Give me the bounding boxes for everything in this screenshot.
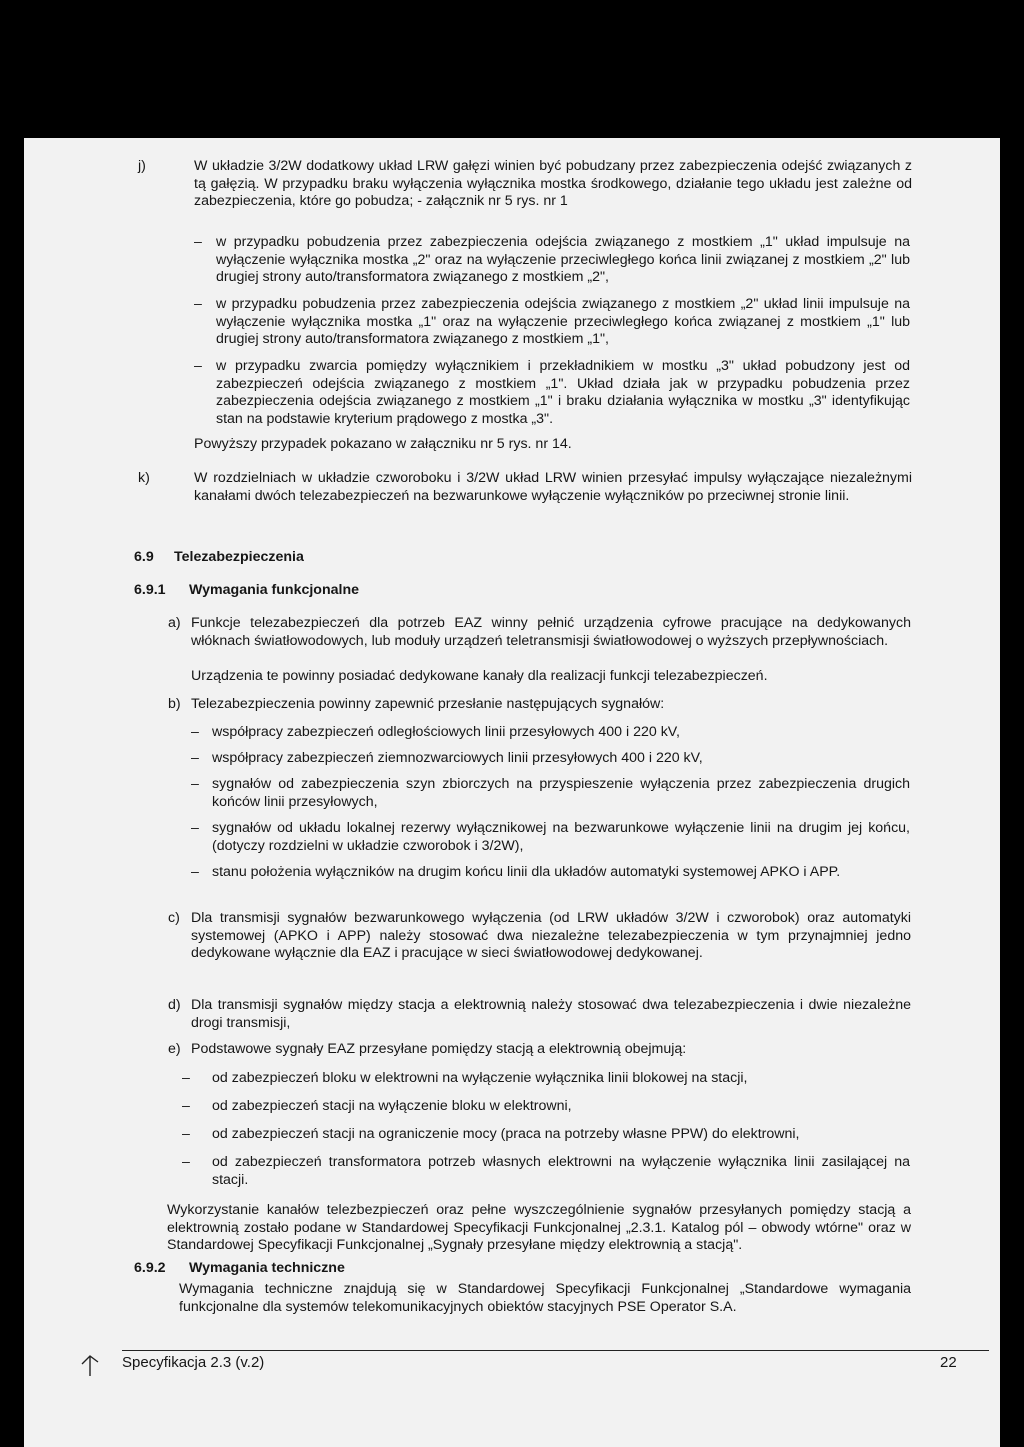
bullet-dash: – — [191, 750, 199, 766]
bullet-dash: – — [182, 1070, 190, 1086]
list-item-b-3: sygnałów od zabezpieczenia szyn zbiorczych na przyspieszenie wyłączenia przez zabezpieczenia drugich końców linii przesyłowych, — [212, 776, 910, 810]
subsection-title: Wymagania funkcjonalne — [189, 582, 360, 598]
footer-rule — [122, 1350, 989, 1351]
paragraph-k: W rozdzielniach w układzie czworoboku i 3/2W układ LRW winien przesyłać impulsy wyłączające niezależnymi kanałami dwóch telezabezpieczeń na bezwarunkowe wyłączenie wyłączników po przeciwnej stronie linii. — [194, 470, 912, 504]
item-label-j: j) — [138, 158, 146, 174]
subsection-number: 6.9.1 — [134, 582, 166, 598]
list-item-e-3: od zabezpieczeń stacji na ograniczenie mocy (praca na potrzeby własne PPW) do elektrowni, — [212, 1126, 800, 1142]
item-label-b: b) — [168, 696, 181, 712]
paragraph-j-note: Powyższy przypadek pokazano w załączniku nr 5 rys. nr 14. — [194, 436, 572, 452]
bullet-dash: – — [191, 776, 199, 792]
subsection-number: 6.9.2 — [134, 1260, 166, 1276]
bullet-dash: – — [182, 1154, 190, 1170]
bullet-dash: – — [182, 1126, 190, 1142]
paragraph-b: Telezabezpieczenia powinny zapewnić przesłanie następujących sygnałów: — [191, 696, 665, 712]
paragraph-a: Funkcje telezabezpieczeń dla potrzeb EAZ winny pełnić urządzenia cyfrowe pracujące na dedykowanych włóknach światłowodowych, lub moduły urządzeń teletransmisji światłowodowej o wyższych przepływnościach. — [191, 615, 911, 649]
list-item-b-4: sygnałów od układu lokalnej rezerwy wyłącznikowej na bezwarunkowe wyłączenie linii na drugim jej końcu, (dotyczy rozdzielni w układzie czworobok i 3/2W), — [212, 820, 910, 854]
item-label-c: c) — [168, 910, 180, 926]
list-item-e-4: od zabezpieczeń transformatora potrzeb własnych elektrowni na wyłączenie wyłącznika linii zasilającej na stacji. — [212, 1154, 910, 1188]
list-item-j-1: w przypadku pobudzenia przez zabezpieczenia odejścia związanego z mostkiem „1" układ impulsuje na wyłączenie wyłącznika mostka „2" oraz na wyłączenie przeciwległego końca linii związanej z mostkiem „2" lub drugiej strony auto/transformatora związanego z mostkiem „2", — [216, 234, 910, 285]
document-page — [24, 138, 1000, 1447]
list-item-e-1: od zabezpieczeń bloku w elektrowni na wyłączenie wyłącznika linii blokowej na stacji, — [212, 1070, 748, 1086]
paragraph-tech: Wymagania techniczne znajdują się w Standardowej Specyfikacji Funkcjonalnej „Standardowe wymagania funkcjonalne dla systemów telekomunikacyjnych obiektów stacyjnych PSE Operator S.A. — [179, 1281, 911, 1315]
scan-mark-icon — [80, 1348, 100, 1378]
footer-document-id: Specyfikacja 2.3 (v.2) — [122, 1354, 265, 1371]
item-label-k: k) — [138, 470, 150, 486]
section-title: Telezabezpieczenia — [174, 549, 304, 565]
list-item-b-5: stanu położenia wyłączników na drugim końcu linii dla układów automatyki systemowej APKO i APP. — [212, 864, 841, 880]
bullet-dash: – — [191, 864, 199, 880]
paragraph-c: Dla transmisji sygnałów bezwarunkowego wyłączenia (od LRW układów 3/2W i czworobok) oraz automatyki systemowej (APKO i APP) należy stosować dwa niezależne telezabezpieczenia w tym przynajmniej jedno dedykowane wyłącznie dla EAZ i pracujące w sieci światłowodowej dedykowanej. — [191, 910, 911, 961]
list-item-b-1: współpracy zabezpieczeń odległościowych linii przesyłowych 400 i 220 kV, — [212, 724, 680, 740]
paragraph-summary: Wykorzystanie kanałów telezbezpieczeń oraz pełne wyszczególnienie sygnałów przesyłanych pomiędzy stacją a elektrownią zostało podane w Standardowej Specyfikacji Funkcjonalnej „2.3.1. Katalog pól – obwody wtórne" oraz w Standardowej Specyfikacji Funkcjonalnej „Sygnały przesyłane między elektrownią a stacją". — [167, 1202, 911, 1253]
paragraph-a-2: Urządzenia te powinny posiadać dedykowane kanały dla realizacji funkcji telezabezpieczeń. — [191, 668, 768, 684]
item-label-a: a) — [168, 615, 181, 631]
page-number: 22 — [940, 1354, 957, 1371]
bullet-dash: – — [194, 358, 202, 374]
list-item-e-2: od zabezpieczeń stacji na wyłączenie bloku w elektrowni, — [212, 1098, 572, 1114]
bullet-dash: – — [191, 820, 199, 836]
list-item-j-2: w przypadku pobudzenia przez zabezpieczenia odejścia związanego z mostkiem „2" układ linii impulsuje na wyłączenie wyłącznika mostka „1" oraz na wyłączenie przeciwległego końca związanej z mostkiem „1" lub drugiej strony auto/transformatora związanego z mostkiem „1", — [216, 296, 910, 347]
bullet-dash: – — [191, 724, 199, 740]
list-item-b-2: współpracy zabezpieczeń ziemnozwarciowych linii przesyłowych 400 i 220 kV, — [212, 750, 703, 766]
bullet-dash: – — [182, 1098, 190, 1114]
paragraph-e: Podstawowe sygnały EAZ przesyłane pomiędzy stacją a elektrownią obejmują: — [191, 1041, 687, 1057]
bullet-dash: – — [194, 234, 202, 250]
item-label-e: e) — [168, 1041, 181, 1057]
paragraph-j: W układzie 3/2W dodatkowy układ LRW gałęzi winien być pobudzany przez zabezpieczenia odejść związanych z tą gałęzią. W przypadku braku wyłączenia wyłącznika mostka środkowego, działanie tego układu jest zależne od zabezpieczenia, które go pobudza; - załącznik nr 5 rys. nr 1 — [194, 158, 912, 209]
bullet-dash: – — [194, 296, 202, 312]
paragraph-d: Dla transmisji sygnałów między stacja a elektrownią należy stosować dwa telezabezpieczenia i dwie niezależne drogi transmisji, — [191, 997, 911, 1031]
section-number: 6.9 — [134, 549, 154, 565]
item-label-d: d) — [168, 997, 181, 1013]
list-item-j-3: w przypadku zwarcia pomiędzy wyłącznikiem i przekładnikiem w mostku „3" układ pobudzony jest od zabezpieczeń odejścia związanego z mostkiem „1". Układ działa jak w przypadku pobudzenia przez zabezpieczenia odejścia związanego z mostkiem „1" i braku działania wyłącznika w mostku „3" identyfikując stan na podstawie kryterium prądowego z mostka „3". — [216, 358, 910, 427]
subsection-title: Wymagania techniczne — [189, 1260, 345, 1276]
